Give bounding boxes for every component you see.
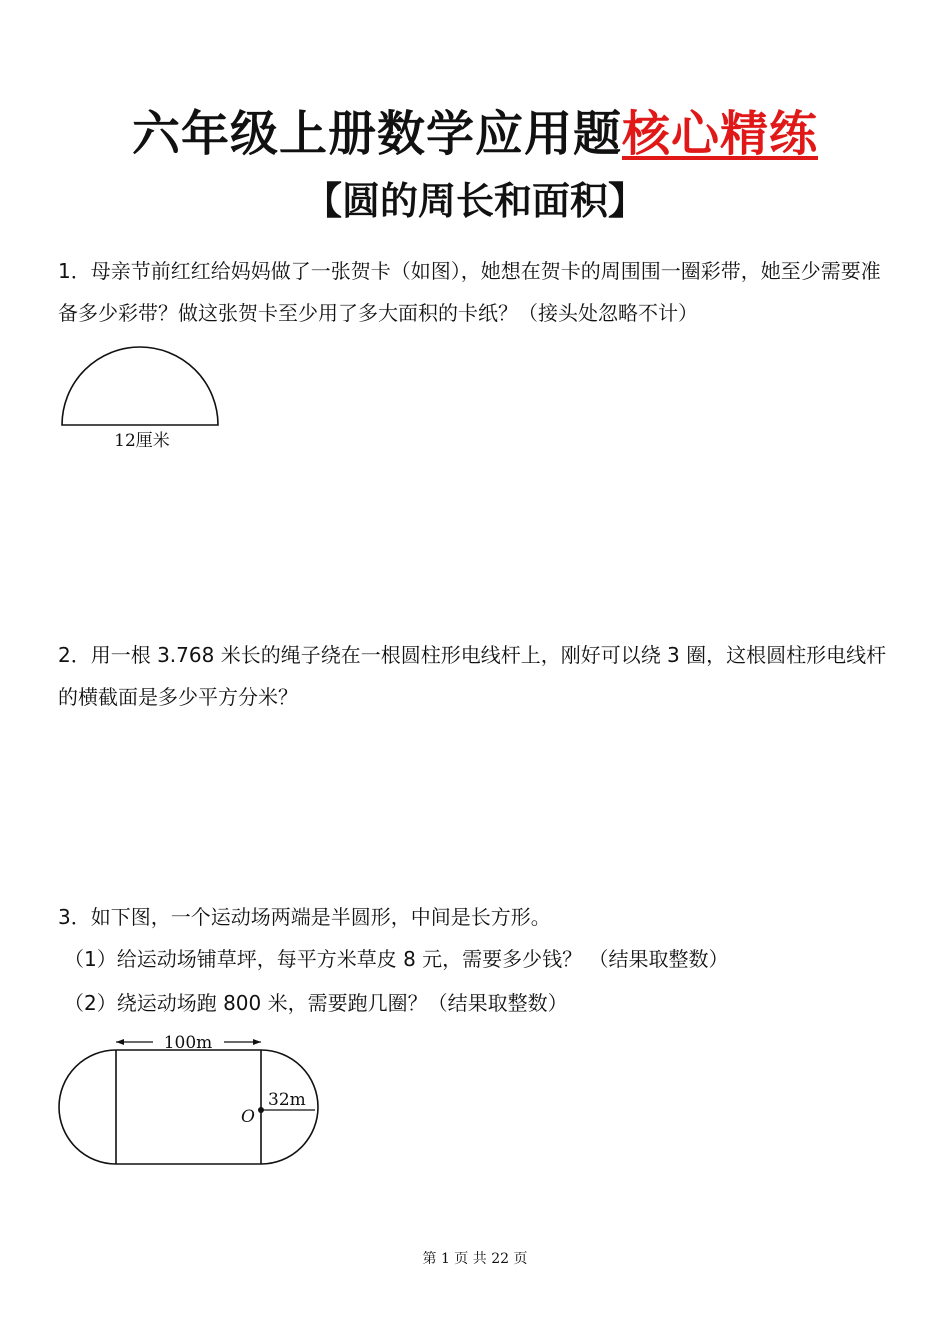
semicircle-diameter-label: 12厘米: [114, 431, 170, 451]
arrowhead-left: [116, 1039, 124, 1045]
question-3-part-1: （1）给运动场铺草坪，每平方米草皮 8 元，需要多少钱？ （结果取整数）: [64, 947, 729, 971]
track-radius-label: 32m: [268, 1090, 306, 1110]
question-3-part-2: （2）绕运动场跑 800 米，需要跑几圈？（结果取整数）: [64, 991, 568, 1015]
question-1-text: 1．母亲节前红红给妈妈做了一张贺卡（如图），她想在贺卡的周围围一圈彩带，她至少需要准备多少彩带？做这张贺卡至少用了多大面积的卡纸？（接头处忽略不计）: [58, 259, 881, 325]
arrowhead-right: [253, 1039, 261, 1045]
track-figure: [56, 1030, 326, 1170]
track-length-label: 100m: [163, 1033, 213, 1053]
question-3-text: 3．如下图，一个运动场两端是半圆形，中间是长方形。: [58, 905, 551, 929]
track-center-label: O: [241, 1107, 255, 1127]
page-footer: 第 1 页 共 22 页: [422, 1251, 528, 1267]
title-highlight: 核心精练: [622, 106, 819, 162]
page-title: [0, 104, 950, 164]
title-plain: 六年级上册数学应用题: [131, 106, 622, 162]
question-2-text: 2．用一根 3.768 米长的绳子绕在一根圆柱形电线杆上，刚好可以绕 3 圈，这根圆柱形电线杆的横截面是多少平方分米？: [58, 643, 887, 709]
page-subtitle: 【圆的周长和面积】: [303, 179, 646, 223]
semicircle-figure: [58, 345, 223, 455]
semicircle-arc: [62, 347, 218, 425]
track-center-point: [258, 1107, 264, 1113]
